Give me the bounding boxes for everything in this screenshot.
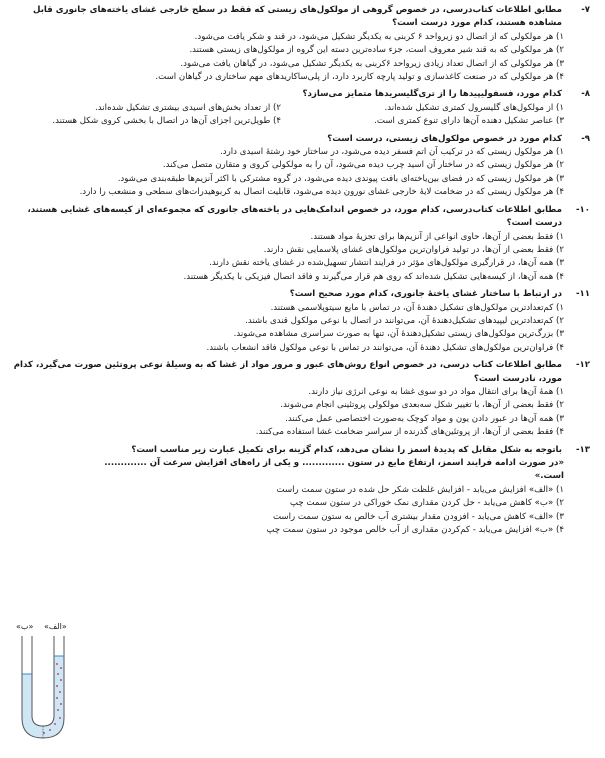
question-12 <box>12 359 590 439</box>
question-stem: «در صورت ادامه فرایند اسمز، ارتفاع مایع در ستون ............. و یکی از راه‌های افزایش سرعت آن ............. است.» <box>104 458 564 482</box>
option-2[interactable]: ۲) «ب» کاهش می‌یابد - حل کردن مقداری نمک خوراکی در ستون سمت چپ <box>289 498 564 509</box>
option-1[interactable]: ۱) هر مولکولی که از اتصال دو زیرواحد ۶ کربنی به یکدیگر تشکیل می‌شود، در قند و شکر یافت می‌شود. <box>194 31 564 42</box>
question-number: -۸ <box>581 89 590 100</box>
option-1[interactable]: ۱) کم‌تعدادترین مولکول‌های تشکیل دهندهٔ آن، در تماس با مایع سیتوپلاسمی هستند. <box>270 302 564 313</box>
question-11 <box>12 288 590 355</box>
osmosis-u-tube-figure <box>14 622 72 742</box>
options <box>12 31 590 85</box>
question-13 <box>12 444 590 538</box>
option-4[interactable]: ۴) فراوان‌ترین مولکول‌های تشکیل دهندهٔ آن، می‌توانند در تماس با نوعی مولکول فاقد انشعاب باشند. <box>206 342 564 353</box>
option-1[interactable]: ۱) همهٔ آن‌ها برای انتقال مواد در دو سوی غشا به نوعی انرژی نیاز دارند. <box>308 386 564 397</box>
question-8 <box>12 88 590 128</box>
option-2[interactable]: ۲) هر مولکول زیستی که در ساختار آن اسید چرب دیده می‌شود، آن را به مولکولی کروی و متقارن متصل می‌کند. <box>162 160 564 171</box>
option-2[interactable]: ۲) هر مولکولی که به قند شیر معروف است، جزء ساده‌ترین دسته این گروه از مولکول‌های زیستی هستند. <box>189 45 564 56</box>
question-text: مطابق اطلاعات کتاب درسی، در خصوص انواع روش‌های عبور و مرور مواد از غشا که به وسیلهٔ نوعی پروتئین صورت می‌گیرد، کدام مورد، نادرست است؟ <box>13 360 562 384</box>
option-1[interactable]: ۱) فقط بعضی از آن‌ها، حاوی انواعی از آنزیم‌ها برای تجزیهٔ مواد هستند. <box>310 231 564 242</box>
option-3[interactable]: ۳) هر مولکول زیستی که در فضای بین‌یاخته‌ای بافت پیوندی دیده می‌شود، در گروه مشترکی با اکثر آنزیم‌ها طبقه‌بندی می‌شود. <box>117 173 564 184</box>
question-text: کدام مورد در خصوص مولکول‌های زیستی، درست است؟ <box>327 133 562 144</box>
option-4[interactable]: ۴) طویل‌ترین اجزای آن‌ها در اتصال با بخشی کروی شکل هستند. <box>52 116 281 127</box>
option-3[interactable]: ۳) همه آن‌ها، در قرارگیری مولکول‌های مؤثر در فرایند انتشار تسهیل‌شده در غشای یاخته نقش دارند. <box>209 258 564 269</box>
question-number: -۱۳ <box>575 444 590 455</box>
option-3[interactable]: ۳) بزرگ‌ترین مولکول‌های زیستی تشکیل‌دهندهٔ آن، تنها به صورت سراسری مشاهده می‌شوند. <box>233 329 564 340</box>
option-4[interactable]: ۴) فقط بعضی از آن‌ها، از پروتئین‌های گذرنده از سراسر ضخامت غشا استفاده می‌کنند. <box>255 427 564 438</box>
option-2[interactable]: ۲) کم‌تعدادترین لیپیدهای تشکیل‌دهندهٔ آن، می‌توانند در اتصال با نوعی مولکول قندی باشند. <box>245 315 564 326</box>
option-3[interactable]: ۳) «الف» کاهش می‌یابد - افزودن مقدار بیشتری آب خالص به ستون سمت راست <box>272 511 564 522</box>
question-text: باتوجه به شکل مقابل که پدیدهٔ اسمز را نشان می‌دهد، کدام گزینه برای تکمیل عبارت زیر مناسب است؟ <box>131 444 562 455</box>
question-text: در ارتباط با ساختار غشای یاختهٔ جانوری، کدام مورد صحیح است؟ <box>289 289 562 300</box>
option-2[interactable]: ۲) از تعداد بخش‌های اسیدی بیشتری تشکیل شده‌اند. <box>95 102 281 113</box>
question-7 <box>12 4 590 84</box>
options <box>12 231 590 285</box>
question-text: کدام مورد، فسفولیپیدها را از تری‌گلیسریدها متمایز می‌سازد؟ <box>302 89 562 100</box>
option-3[interactable]: ۳) هر مولکولی که از اتصال تعداد زیادی زیرواحد ۶کربنی به یکدیگر تشکیل می‌شود، در گیاهان یافت می‌شود. <box>180 58 564 69</box>
question-text: مطابق اطلاعات کتاب‌درسی، کدام مورد، در خصوص اندامک‌هایی در یاخته‌های جانوری که مجموعه‌ای از کیسه‌های غشایی هستند، درست است؟ <box>27 204 562 229</box>
option-4[interactable]: ۴) هر مولکول زیستی که در ضخامت لایهٔ خارجی غشای نورون دیده می‌شود، قابلیت اتصال به کربوهیدرات‌های سطحی و منشعب را دارد. <box>79 187 564 198</box>
question-number: -۷ <box>581 5 590 15</box>
option-3[interactable]: ۳) همه آن‌ها در عبور دادن یون و مواد کوچک به‌صورت اختصاصی عمل می‌کنند. <box>285 413 564 424</box>
option-2[interactable]: ۲) فقط بعضی از آن‌ها، با تغییر شکل سه‌بعدی مولکولی پروتئینی انجام می‌شوند. <box>280 400 564 411</box>
question-9 <box>12 133 590 200</box>
question-number: -۱۱ <box>575 289 590 300</box>
option-1[interactable]: ۱) هر مولکول زیستی که در ترکیب آن اتم فسفر دیده می‌شود، در ساختار خود رشتهٔ اسیدی دارد. <box>220 147 564 158</box>
question-number: -۱۰ <box>575 204 590 215</box>
label-alef: «الف» <box>44 622 67 631</box>
option-1[interactable]: ۱) «الف» افزایش می‌یابد - افزایش غلظت شکر حل شده در ستون سمت راست <box>276 484 564 495</box>
label-b: «ب» <box>16 622 34 631</box>
option-3[interactable]: ۳) عناصر تشکیل دهنده آن‌ها دارای تنوع کمتری است. <box>374 116 564 127</box>
exam-page <box>12 4 590 541</box>
option-4[interactable]: ۴) «ب» افزایش می‌یابد - کم‌کردن مقداری از آب خالص موجود در ستون سمت چپ <box>266 525 564 536</box>
u-tube-icon <box>14 634 72 742</box>
option-4[interactable]: ۴) همه آن‌ها، از کیسه‌هایی تشکیل شده‌اند که روی هم قرار می‌گیرند و فاقد اتصال فیزیکی با یکدیگر هستند. <box>183 271 564 282</box>
options <box>12 146 590 200</box>
options <box>12 386 590 440</box>
question-number: -۱۲ <box>575 360 590 371</box>
option-4[interactable]: ۴) هر مولکولی که در صنعت کاغذسازی و تولید پارچه کاربرد دارد، از پلی‌ساکاریدهای مهم ساختاری در گیاهان است. <box>155 72 564 83</box>
option-2[interactable]: ۲) فقط بعضی از آن‌ها، در تولید فراوان‌ترین مولکول‌های غشای پلاسمایی نقش دارند. <box>263 244 564 255</box>
question-10 <box>12 204 590 284</box>
options <box>12 102 590 129</box>
options <box>12 302 590 356</box>
option-1[interactable]: ۱) از مولکول‌های گلیسرول کمتری تشکیل شده‌اند. <box>384 102 564 113</box>
options <box>78 484 590 538</box>
question-text: مطابق اطلاعات کتاب‌درسی، در خصوص گروهی از مولکول‌های زیستی که فقط در سطح خارجی غشای یاخته‌های جانوری قابل مشاهده هستند، کدام مورد درست است؟ <box>33 5 562 29</box>
question-number: -۹ <box>581 133 590 144</box>
